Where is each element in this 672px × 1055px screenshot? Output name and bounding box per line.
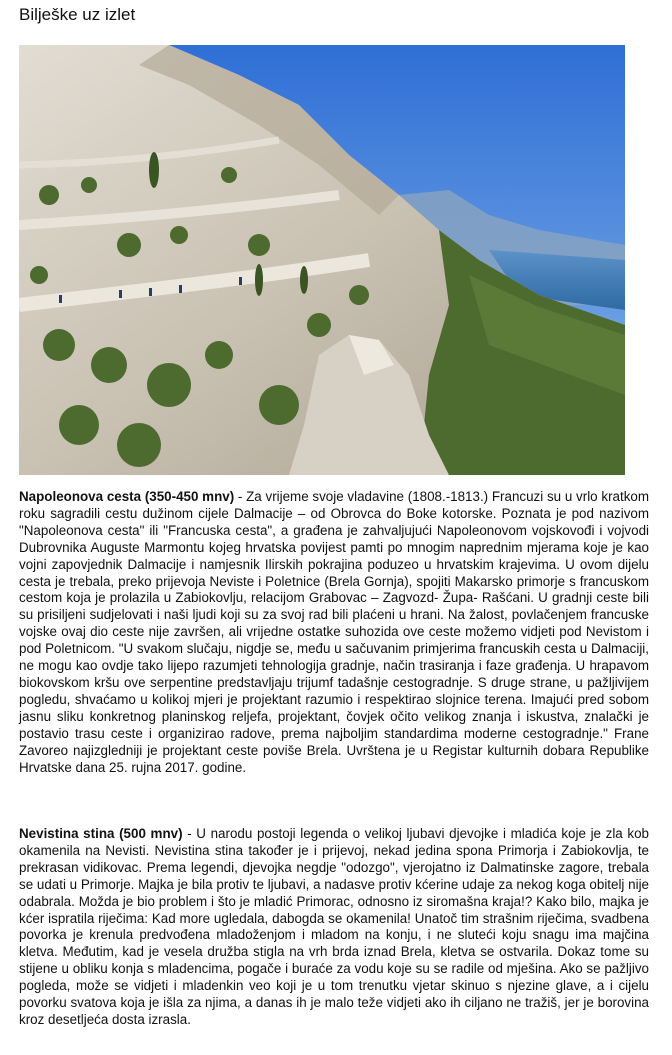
section-napoleonova-cesta — [19, 489, 649, 776]
section-body: - Za vrijeme svoje vladavine (1808.-1813.) Francuzi su u vrlo kratkom roku sagradili cestu dužinom cijele Dalmacije – od Obrovca do Boke kotorske. Poznata je pod nazivom "Napoleonova cesta" ili "Francuska cesta", a građena je zahvaljujući Napoleonovom vojskovođi i vojvodi Dubrovnika Auguste Marmontu kojeg hrvatska povijest pamti po mnogim naprednim mjerama koje je kao vojni zapovjednik Dalmacije i namjesnik Ilirskih pokrajina poduzeo u hrvatskim krajevima. U ovom dijelu cesta je trebala, preko prijevoja Neviste i Poletnice (Brela Gornja), spojiti Makarsko primorje s francuskom cestom koja je prolazila u Zabiokovlju, relacijom Grabovac – Zagvozd- Župa- Rašćani. U gradnji ceste bili su prisiljeni sudjelovati i naši ljudi koji su za svoj rad bili plaćeni u hrani. Na žalost, povlačenjem francuske vojske ovaj dio ceste nije završen, ali vrijedne ostatke suhozida ove ceste možemo vidjeti pod Nevistom i pod Poletnicom. "U svakom slučaju, nigdje se, među u sačuvanim primjerima francuskih cesta u Dalmaciji, ne mogu kao ovdje tako lijepo razumjeti tehnologija gradnje, način trasiranja i faze građenja. U hrapavom biokovskom kršu ove serpentine predstavljaju trijumf tadašnje cestogradnje. S druge strane, u pažljivijem pogledu, shvaćamo u kolikoj mjeri je projektant razumio i respektirao slojnice terena. Imajući pred sobom jasnu sliku konkretnog planinskog reljefa, projektant, čovjek očito velikog znanja i iskustva, znalački je postavio trasu ceste i organizirao radove, prema najboljim standardima moderne cestogradnje." Frane Zavoreo najizgledniji je projektant ceste poviše Brela. Uvrštena je u Registar kulturnih dobara Republike Hrvatske dana 25. rujna 2017. godine. — [19, 489, 649, 775]
section-heading: Nevistina stina (500 mnv) — [19, 826, 183, 841]
section-heading: Napoleonova cesta (350-450 mnv) — [19, 489, 235, 504]
landscape-photo-icon — [19, 45, 625, 475]
page-title: Bilješke uz izlet — [19, 5, 136, 24]
section-body: - U narodu postoji legenda o velikoj ljubavi djevojke i mladića koje je zla kob okamenila na Nevisti. Nevistina stina također je i prijevoj, nekad jedina spona Primorja i Zabiokovlja, te prekrasan vidikovac. Prema legendi, djevojka negdje "odozgo", vjerojatno iz Dalmatinske zagore, trebala se udati u Primorje. Majka je bila protiv te ljubavi, a nadasve protiv kćerine udaje za nekog koga obitelj nije odabrala. Možda je bio problem i što je mladić Primorac, odnosno iz siromašna kraja!? Kako bilo, majka je kćer ispratila riječima: Kad more ugledala, dabogda se okamenila! Unatoč tim strašnim riječima, svadbena povorka je krenula predvođena mladoženjom i mladom na konju, i ne sluteći koju snagu ima majčina kletva. Međutim, kad je vesela družba stigla na vrh brda iznad Brela, kletva se ostvarila. Dokaz tome su stijene u obliku konja s mladencima, pogače i buraće za vodu koje su se radile od mješina. Ako se pažljivo pogleda, može se vidjeti i mladenkin veo koji je u tom trenutku vjetar skinuo s njezine glave, a i cijelu povorku svatova koja je išla za njima, a danas ih je malo teže vidjeti ako ih ciljano ne tražiš, jer je borovina kroz desetljeća dosta izrasla. — [19, 826, 649, 1027]
section-nevistina-stina — [19, 826, 649, 1029]
